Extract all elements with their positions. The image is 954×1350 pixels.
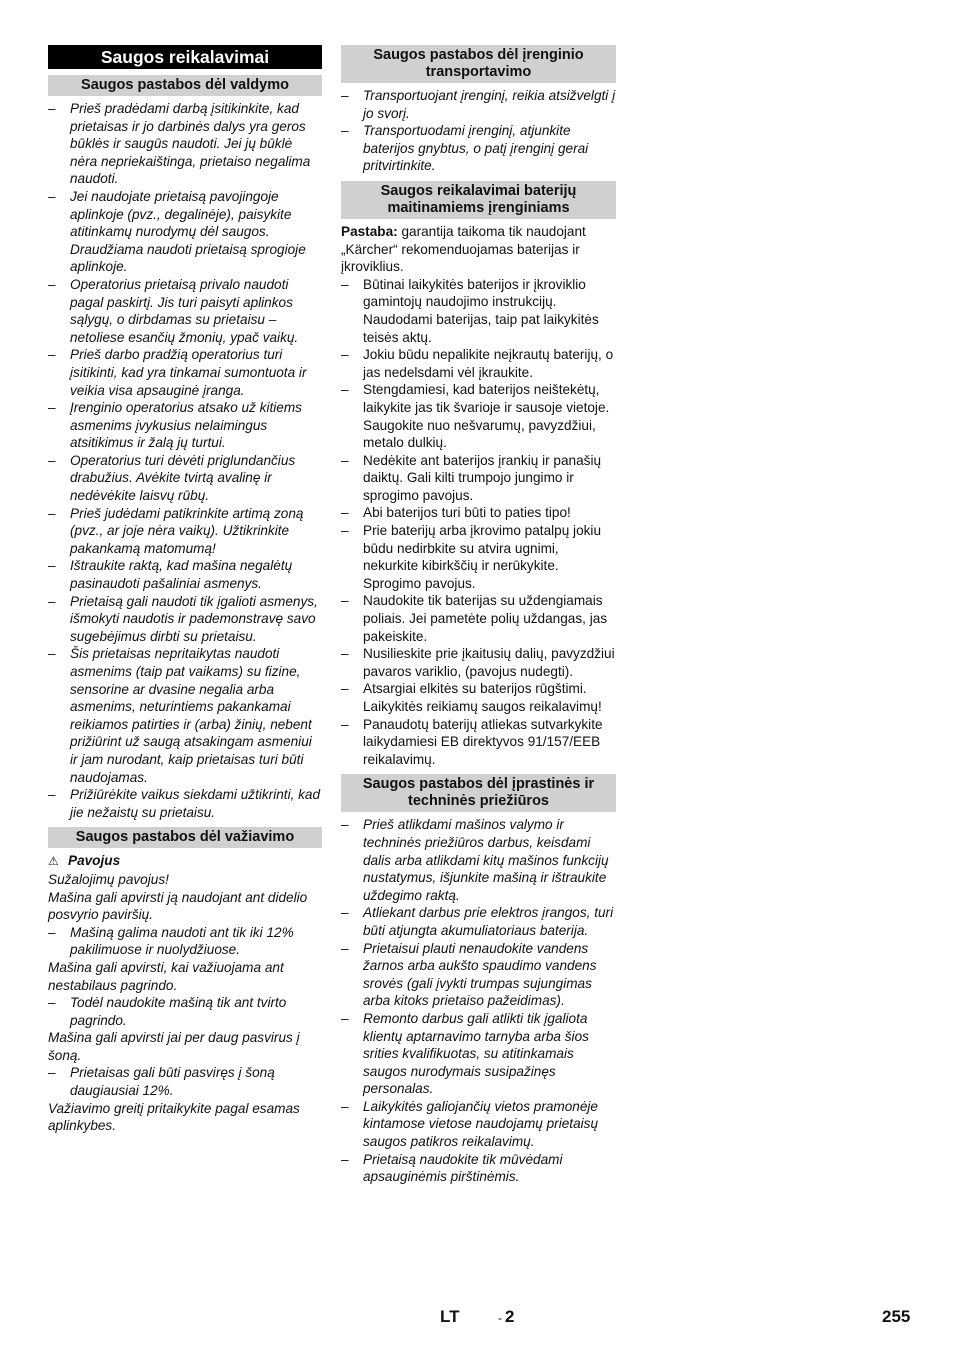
page-number: 255	[882, 1307, 911, 1326]
list-item: – Mašiną galima naudoti ant tik iki 12% pakilimuose ir nuolydžiuose.	[48, 924, 322, 959]
list-item: – Transportuojant įrenginį, reikia atsižvelgti į jo svorį.	[341, 87, 616, 122]
list-item: – Jei naudojate prietaisą pavojingoje aplinkoje (pvz., degalinėje), paisykite atitinkamų nurodymų dėl saugos. Draudžiama naudoti prietaisą sprogioje aplinkoje.	[48, 188, 322, 276]
section-heading-maintenance: Saugos pastabos dėl įprastinės ir techninės priežiūros	[341, 774, 616, 812]
list-item: – Stengdamiesi, kad baterijos neištekėtų, laikykite jas tik švarioje ir sausoje vietoje. Saugokite nuo nešvarumų, pavyzdžiui, metalo dulkių.	[341, 381, 616, 451]
transport-list	[341, 87, 616, 175]
battery-note	[341, 223, 616, 276]
driving-list	[48, 994, 322, 1029]
list-item: – Prietaisą gali naudoti tik įgalioti asmenys, išmokyti naudotis ir pademonstravę savo sugebėjimus dirbti su prietaisu.	[48, 593, 322, 646]
section-heading-driving: Saugos pastabos dėl važiavimo	[48, 827, 322, 848]
list-item: – Prietaisas gali būti pasviręs į šoną daugiausiai 12%.	[48, 1064, 322, 1099]
section-heading-operation: Saugos pastabos dėl valdymo	[48, 75, 322, 96]
list-item: – Prieš darbo pradžią operatorius turi įsitikinti, kad yra tinkamai sumontuota ir veikia visa apsauginė įranga.	[48, 346, 322, 399]
right-column	[341, 45, 616, 1186]
injury-text: Sužalojimų pavojus!	[48, 871, 169, 887]
list-item: – Prie baterijų arba įkrovimo patalpų jokiu būdu nedirbkite su atvira ugnimi, nekurkite kibirkščių ir nerūkykite. Sprogimo pavojus.	[341, 522, 616, 592]
list-item: – Transportuodami įrenginį, atjunkite baterijos gnybtus, o patį įrenginį gerai pritvirtinkite.	[341, 122, 616, 175]
left-column	[48, 45, 322, 1135]
list-item: – Ištraukite raktą, kad mašina negalėtų pasinaudoti pašaliniai asmenys.	[48, 557, 322, 592]
list-item: – Atsargiai elkitės su baterijos rūgštimi. Laikykitės reikiamų saugos reikalavimų!	[341, 680, 616, 715]
list-item: – Nedėkite ant baterijos įrankių ir panašių daiktų. Gali kilti trumpojo jungimo ir sprogimo pavojus.	[341, 452, 616, 505]
footer-sub: 2	[505, 1307, 515, 1326]
list-item: – Operatorius turi dėvėti priglundančius drabužius. Avėkite tvirtą avalinę ir nedėvėkite laisvų rūbų.	[48, 452, 322, 505]
maintenance-list	[341, 816, 616, 1185]
battery-list	[341, 276, 616, 769]
list-item: – Jokiu būdu nepalikite neįkrautų baterijų, o jas nedelsdami vėl įkraukite.	[341, 346, 616, 381]
list-item: – Naudokite tik baterijas su uždengiamais poliais. Jei pametėte polių uždangas, jas pakeiskite.	[341, 592, 616, 645]
list-item: – Prietaisui plauti nenaudokite vandens žarnos arba aukšto spaudimo vandens srovės (gali įvykti trumpas sujungimas arba kitoks prietaiso pažeidimas).	[341, 940, 616, 1010]
footer-dash: -	[498, 1311, 502, 1325]
list-item: – Būtinai laikykitės baterijos ir įkroviklio gamintojų naudojimo instrukcijų. Naudodami baterijas, taip pat laikykitės teisės aktų.	[341, 276, 616, 346]
list-item: – Laikykitės galiojančių vietos pramonėje kintamose vietose naudojamų prietaisų saugos patikros reikalavimų.	[341, 1098, 616, 1151]
list-item: – Prieš judėdami patikrinkite artimą zoną (pvz., ar joje nėra vaikų). Užtikrinkite pakankamą matomumą!	[48, 505, 322, 558]
list-item: – Atliekant darbus prie elektros įrangos, turi būti atjungta akumuliatoriaus baterija.	[341, 904, 616, 939]
section-heading-transport: Saugos pastabos dėl įrenginio transportavimo	[341, 45, 616, 83]
driving-list	[48, 924, 322, 959]
operation-list	[48, 100, 322, 821]
list-item: – Prieš pradėdami darbą įsitikinkite, kad prietaisas ir jo darbinės dalys yra geros būklės ir saugūs naudoti. Jei jų būklė nėra nepriekaištinga, prietaiso negalima naudoti.	[48, 100, 322, 188]
list-item: – Prietaisą naudokite tik mūvėdami apsauginėmis pirštinėmis.	[341, 1151, 616, 1186]
list-item: – Abi baterijos turi būti to paties tipo!	[341, 504, 616, 522]
driving-paragraph: Mašina gali apvirsti jai per daug pasvirus į šoną.	[48, 1030, 300, 1063]
list-item: – Remonto darbus gali atlikti tik įgaliota klientų aptarnavimo tarnyba arba šios srities kvalifikuotas, su atitinkamais saugos nurodymais susipažinęs personalas.	[341, 1010, 616, 1098]
list-item: – Prižiūrėkite vaikus siekdami užtikrinti, kad jie nežaistų su prietaisu.	[48, 786, 322, 821]
list-item: – Šis prietaisas nepritaikytas naudoti asmenims (taip pat vaikams) su fizine, sensorine ar dvasine negalia arba asmenims, neturintiems pakankamai reikiamos patirties ir (arba) žinių, nebent prižiūrint už saugą atsakingam asmeniui ir jam nurodant, kaip prietaisas turi būti naudojamas.	[48, 645, 322, 786]
footer-language: LT	[440, 1307, 460, 1326]
list-item: – Panaudotų baterijų atliekas sutvarkykite laikydamiesi EB direktyvos 91/157/EEB reikalavimų.	[341, 716, 616, 769]
list-item: – Nusilieskite prie įkaitusių dalių, pavyzdžiui pavaros variklio, (pavojus nudegti).	[341, 645, 616, 680]
note-text: garantija taikoma tik naudojant „Kärcher“ rekomenduojamas baterijas ir įkroviklius.	[341, 223, 586, 275]
list-item: – Operatorius prietaisą privalo naudoti pagal paskirtį. Jis turi paisyti aplinkos sąlygų, o dirbdamas su prietaisu – netoliese esančių žmonių, ypač vaikų.	[48, 276, 322, 346]
driving-paragraph: Mašina gali apvirsti, kai važiuojama ant nestabilaus pagrindo.	[48, 959, 284, 993]
footer-section-number	[498, 1307, 514, 1327]
list-item: – Prieš atlikdami mašinos valymo ir techninės priežiūros darbus, keisdami dalis arba atlikdami kitų mašinos funkcijų nustatymus, išjunkite mašiną ir ištraukite uždegimo raktą.	[341, 816, 616, 904]
warning-triangle-icon: ⚠	[48, 854, 59, 869]
warning-label	[48, 852, 322, 871]
driving-paragraph: Važiavimo greitį pritaikykite pagal esamas aplinkybes.	[48, 1100, 300, 1134]
page-title: Saugos reikalavimai	[48, 45, 322, 69]
list-item: – Todėl naudokite mašiną tik ant tvirto pagrindo.	[48, 994, 322, 1029]
driving-paragraph: Mašina gali apvirsti ją naudojant ant didelio posvyrio paviršių.	[48, 889, 308, 923]
note-label: Pastaba:	[341, 223, 398, 239]
driving-list	[48, 1064, 322, 1099]
list-item: – Įrenginio operatorius atsako už kitiems asmenims įvykusius nelaimingus atsitikimus ir žalą jų turtui.	[48, 399, 322, 452]
section-heading-battery: Saugos reikalavimai baterijų maitinamiems įrenginiams	[341, 181, 616, 219]
warning-text: Pavojus	[68, 853, 121, 869]
